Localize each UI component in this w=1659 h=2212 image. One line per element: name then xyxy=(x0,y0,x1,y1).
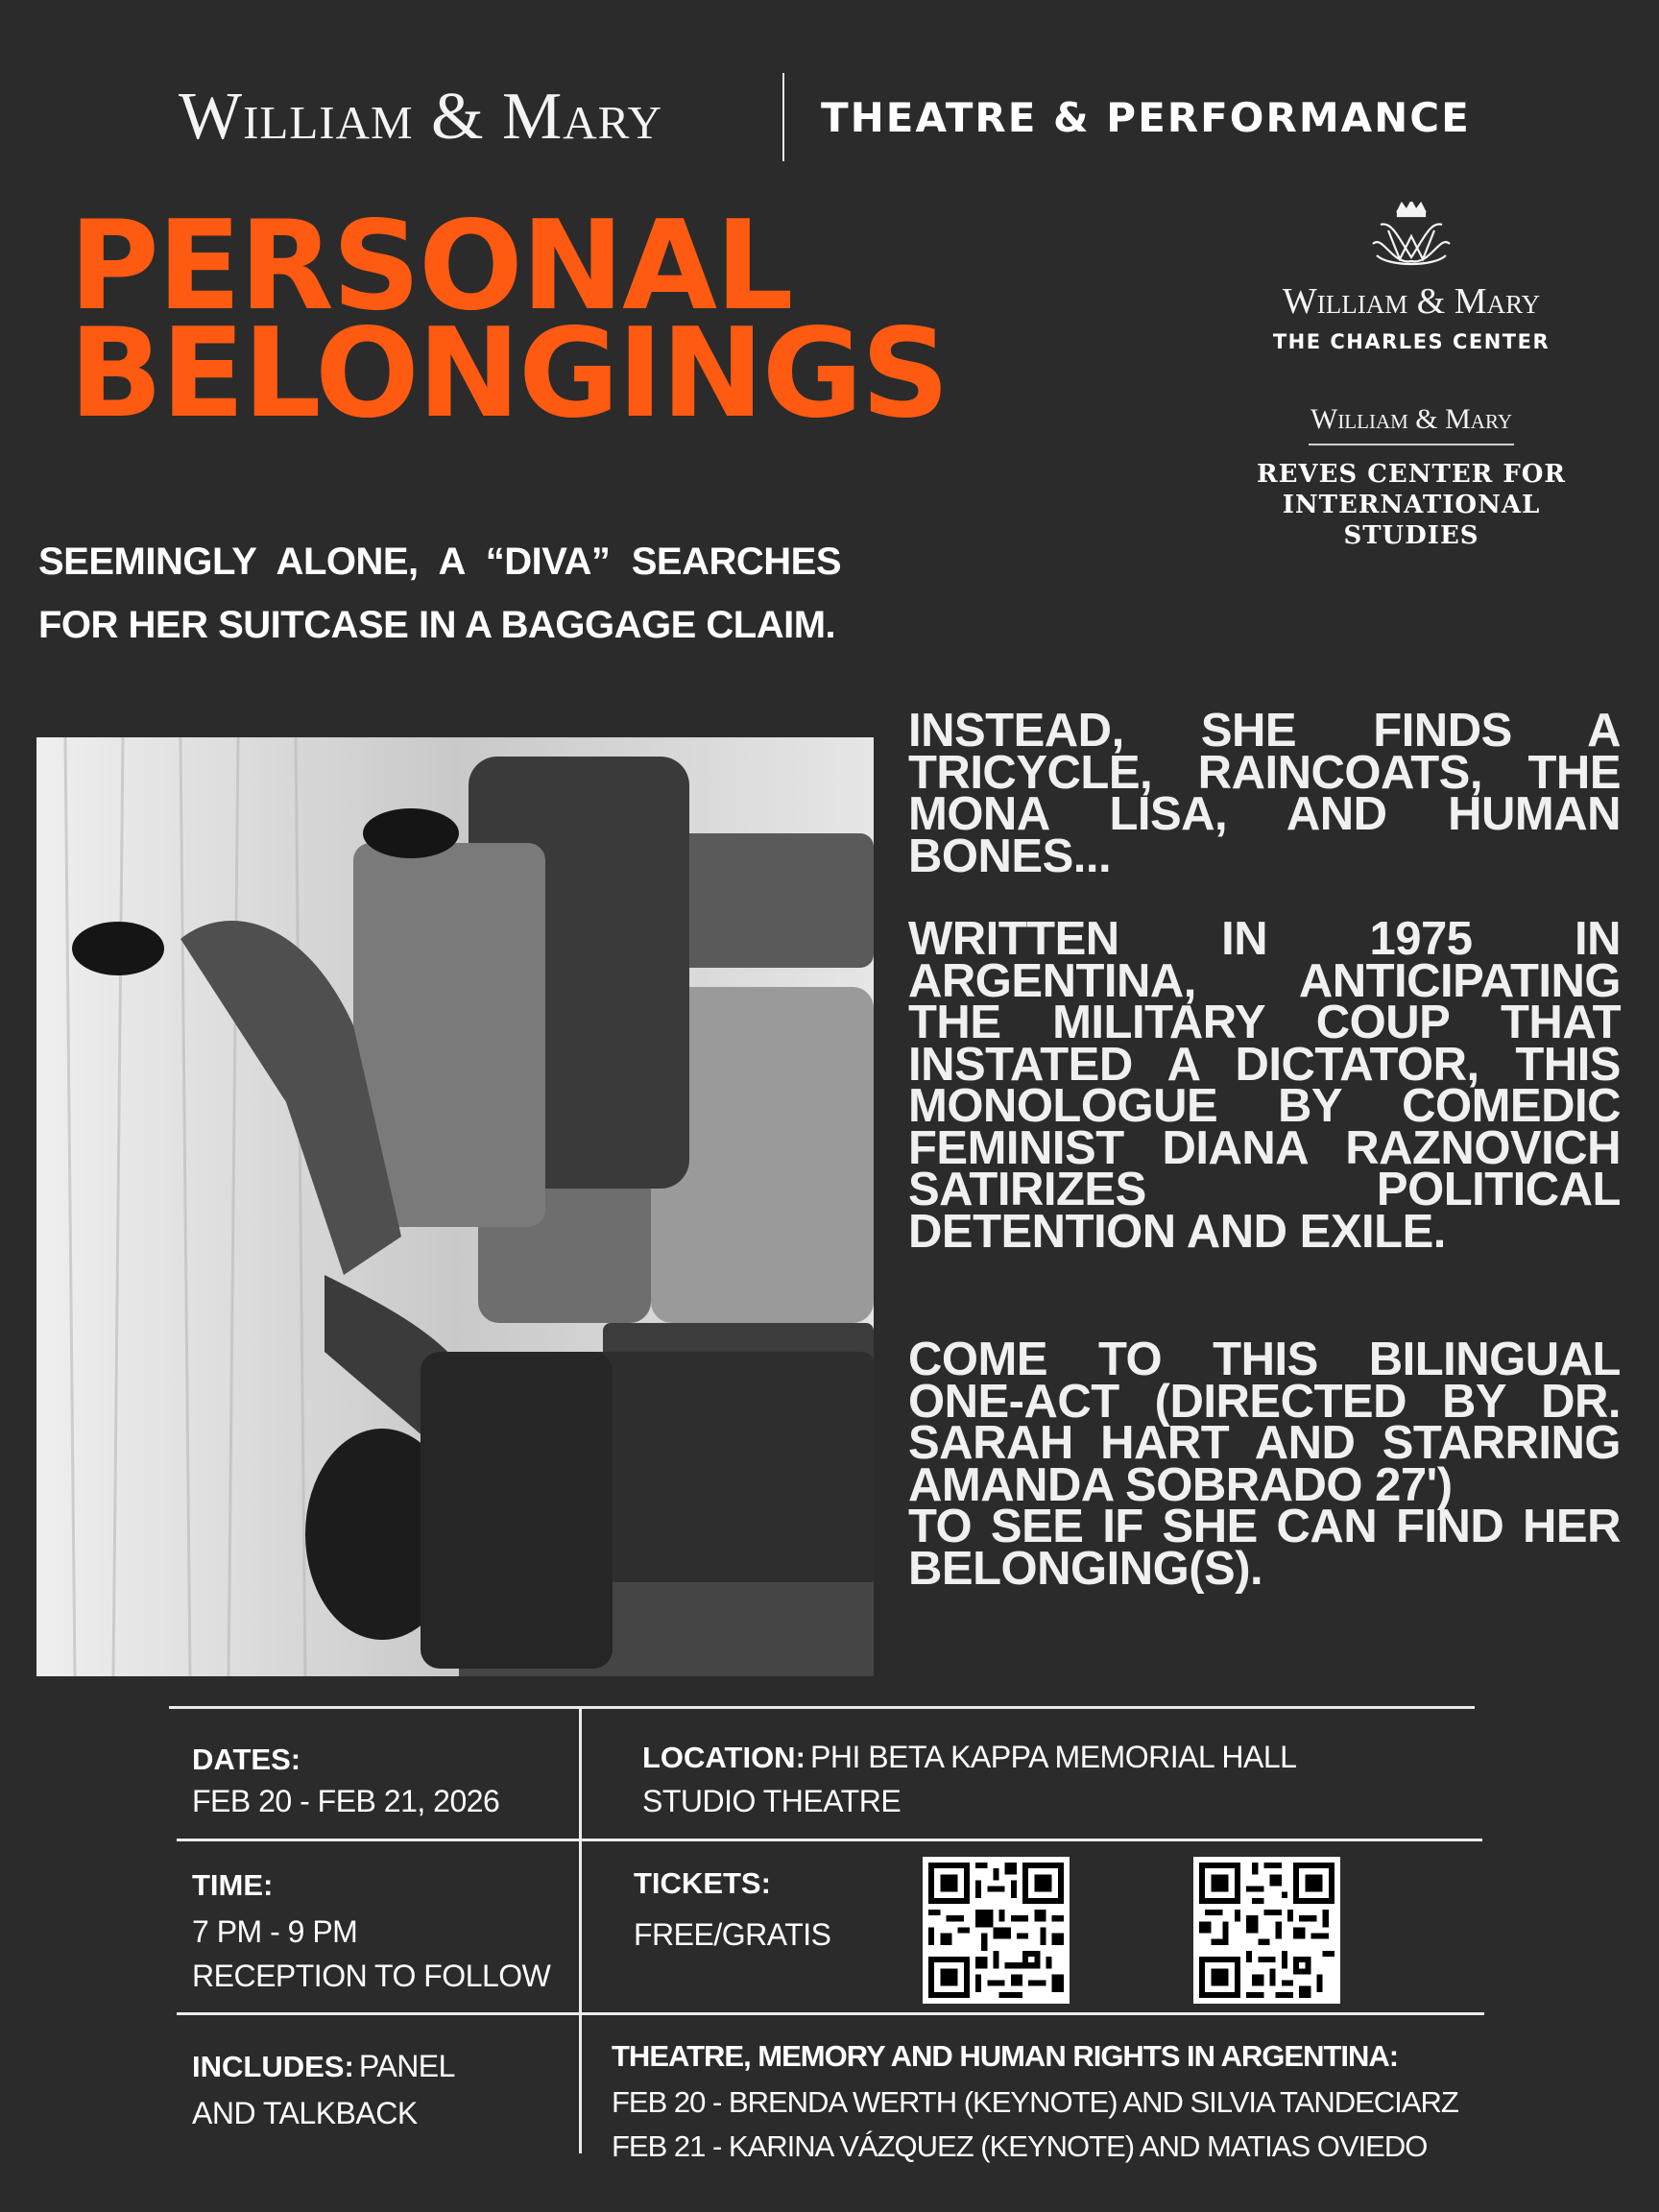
reves-center-line-1: REVES CENTER FOR xyxy=(1256,460,1567,489)
reves-divider xyxy=(1309,444,1514,445)
title-line-1: PERSONAL xyxy=(69,195,792,338)
charles-wm-name: William & Mary xyxy=(1282,281,1541,322)
grid-line-row-2 xyxy=(177,2012,1484,2015)
location-label: LOCATION: xyxy=(642,1741,805,1774)
includes xyxy=(192,2049,455,2084)
dates-label: DATES: xyxy=(192,1743,301,1776)
panel-title: THEATRE, MEMORY AND HUMAN RIGHTS IN ARGENTINA: xyxy=(612,2039,1399,2073)
description-paragraph-1: INSTEAD, SHE FINDS A TRICYCLE, RAINCOATS, THE MONA LISA, AND HUMAN BONES... xyxy=(908,705,1621,882)
qr-code-icon xyxy=(1193,1857,1340,2004)
panel-line-1: FEB 20 - BRENDA WERTH (KEYNOTE) AND SILVIA TANDECIARZ xyxy=(612,2085,1458,2119)
dates-value: FEB 20 - FEB 21, 2026 xyxy=(192,1784,500,1818)
time-value-1: 7 PM - 9 PM xyxy=(192,1914,358,1949)
ticket-qr-code-1[interactable] xyxy=(923,1857,1070,2004)
grid-line-top xyxy=(169,1706,1475,1709)
header-divider xyxy=(782,73,784,161)
includes-value-1: PANEL xyxy=(358,2049,455,2083)
ticket-qr-code-2[interactable] xyxy=(1193,1857,1340,2004)
reves-center-logo xyxy=(1219,403,1603,551)
grid-line-row-1 xyxy=(177,1839,1482,1841)
description-paragraph-2: WRITTEN IN 1975 IN ARGENTINA, ANTICIPATING THE MILITARY COUP THAT INSTATED A DICTATOR, THIS MONOLOGUE BY COMEDIC FEMINIST DIANA RAZNOVICH SATIRIZES POLITICAL DETENTION AND EXILE. xyxy=(908,913,1621,1258)
department-name: THEATRE & PERFORMANCE xyxy=(821,94,1471,141)
time-label: TIME: xyxy=(192,1868,274,1902)
william-mary-logo: William & Mary xyxy=(179,80,662,154)
title-line-2: BELONGINGS xyxy=(69,302,948,445)
location-value-2: STUDIO THEATRE xyxy=(642,1784,902,1818)
tickets-label: TICKETS: xyxy=(634,1866,771,1900)
performer-with-suitcases-image xyxy=(36,737,874,1676)
description-paragraph-3a: COME TO THIS BILINGUAL ONE-ACT (DIRECTED BY DR. SARAH HART AND STARRING AMANDA SOBRADO 27') xyxy=(908,1334,1621,1511)
includes-value-2: AND TALKBACK xyxy=(192,2096,418,2130)
qr-code-icon xyxy=(923,1857,1070,2004)
charles-center-logo xyxy=(1219,202,1603,353)
panel-line-2: FEB 21 - KARINA VÁZQUEZ (KEYNOTE) AND MATIAS OVIEDO xyxy=(612,2129,1428,2163)
show-title xyxy=(69,195,991,445)
charles-center-name: THE CHARLES CENTER xyxy=(1272,330,1551,353)
location-value-1: PHI BETA KAPPA MEMORIAL HALL xyxy=(810,1740,1297,1774)
grid-line-vertical xyxy=(579,1707,582,2153)
description-paragraph-3b: TO SEE IF SHE CAN FIND HER BELONGING(S). xyxy=(908,1501,1621,1595)
description xyxy=(908,705,1621,1595)
reves-center-line-2: INTERNATIONAL STUDIES xyxy=(1282,491,1541,550)
time-value-2: RECEPTION TO FOLLOW xyxy=(192,1959,551,1993)
tickets-value: FREE/GRATIS xyxy=(634,1917,831,1952)
reves-wm-name: William & Mary xyxy=(1310,403,1512,435)
production-photo xyxy=(36,737,874,1676)
royal-cipher-icon xyxy=(1219,202,1603,271)
includes-label: INCLUDES: xyxy=(192,2050,354,2083)
tagline: SEEMINGLY ALONE, A “DIVA” SEARCHES FOR HER SUITCASE IN A BAGGAGE CLAIM. xyxy=(38,541,841,646)
location xyxy=(642,1740,1296,1775)
